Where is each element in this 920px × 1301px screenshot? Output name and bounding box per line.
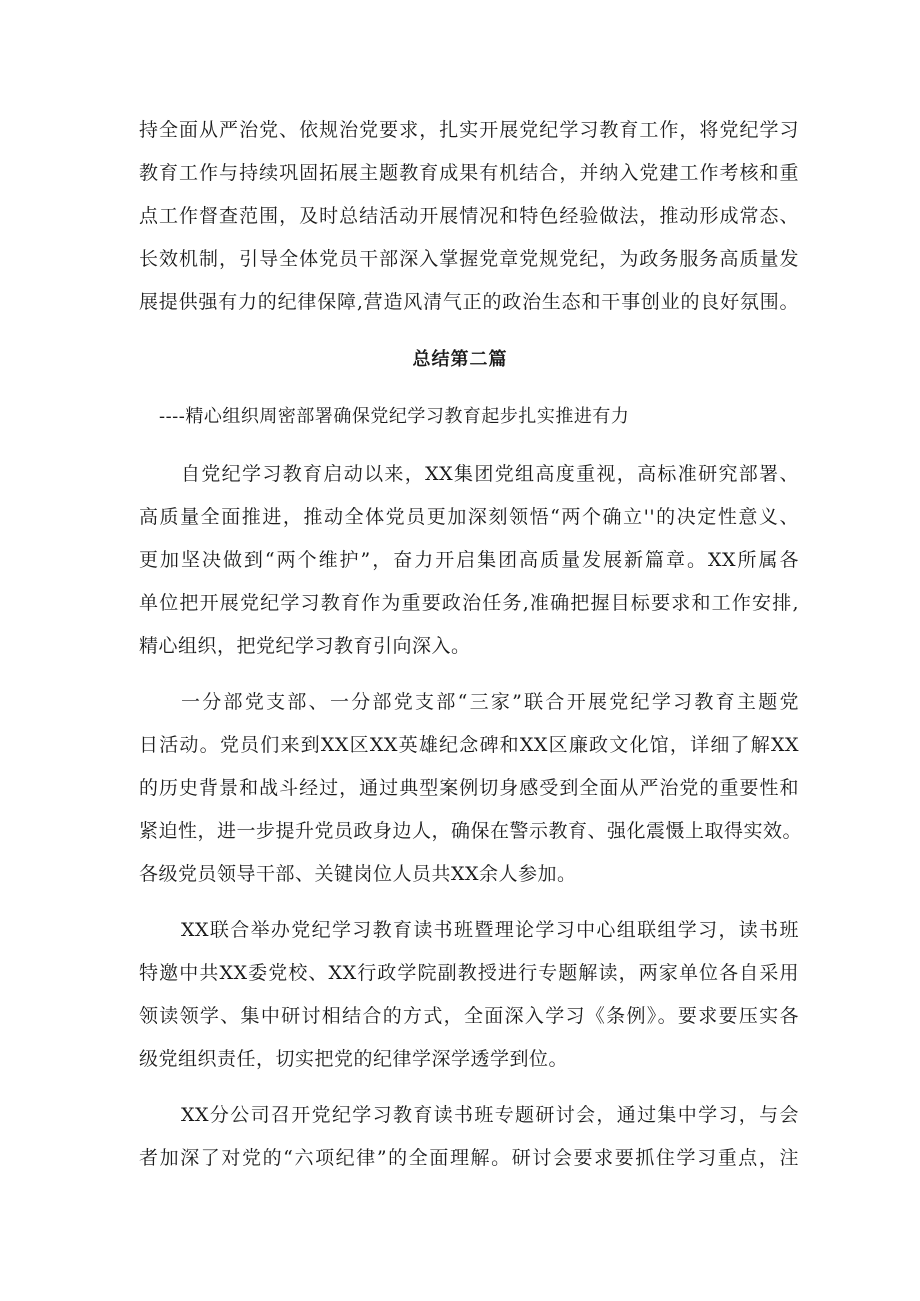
text-line: 紧迫性，进一步提升党员政身边人，确保在警示教育、强化震慑上取得实效。 xyxy=(139,820,803,842)
text-line: 高质量全面推进，推动全体党员更加深刻领悟“两个确立''的决定性意义、 xyxy=(139,506,799,528)
text-line: 特邀中共XX委党校、XX行政学院副教授进行专题解读，两家单位各自采用 xyxy=(139,962,799,984)
text-line: 教育工作与持续巩固拓展主题教育成果有机结合，并纳入党建工作考核和重 xyxy=(139,162,799,184)
section-subtitle: ----精心组织周密部署确保党纪学习教育起步扎实推进有力 xyxy=(159,406,630,427)
text-line: 长效机制，引导全体党员干部深入掌握党章党规党纪，为政务服务高质量发 xyxy=(139,248,799,270)
text-line: 者加深了对党的“六项纪律”的全面理解。研讨会要求要抓住学习重点，注 xyxy=(139,1147,799,1169)
text-line: 级党组织责任，切实把党的纪律学深学透学到位。 xyxy=(139,1048,569,1070)
text-line: XX联合举办党纪学习教育读书班暨理论学习中心组联组学习，读书班 xyxy=(181,919,799,941)
text-line: 单位把开展党纪学习教育作为重要政治任务,准确把握目标要求和工作安排, xyxy=(139,592,799,614)
text-line: 各级党员领导干部、关键岗位人员共XX余人参加。 xyxy=(139,863,577,885)
text-line: 的历史背景和战斗经过，通过典型案例切身感受到全面从严治党的重要性和 xyxy=(139,777,799,799)
text-line: 展提供强有力的纪律保障,营造风清气正的政治生态和干事创业的良好氛围。 xyxy=(139,291,799,313)
text-line: 更加坚决做到“两个维护”，奋力开启集团高质量发展新篇章。XX所属各 xyxy=(139,549,799,571)
text-line: 领读领学、集中研讨相结合的方式，全面深入学习《条例》。要求要压实各 xyxy=(139,1005,799,1027)
text-line: 持全面从严治党、依规治党要求，扎实开展党纪学习教育工作，将党纪学习 xyxy=(139,119,799,141)
section-title: 总结第二篇 xyxy=(412,349,508,370)
text-line: 点工作督查范围，及时总结活动开展情况和特色经验做法，推动形成常态、 xyxy=(139,205,799,227)
text-line: 自党纪学习教育启动以来，XX集团党组高度重视，高标准研究部署、 xyxy=(181,463,799,485)
text-line: 日活动。党员们来到XX区XX英雄纪念碑和XX区廉政文化馆，详细了解XX xyxy=(139,734,799,756)
text-line: 一分部党支部、一分部党支部“三家”联合开展党纪学习教育主题党 xyxy=(181,691,799,713)
text-line: 精心组织，把党纪学习教育引向深入。 xyxy=(139,635,471,657)
text-line: XX分公司召开党纪学习教育读书班专题研讨会，通过集中学习，与会 xyxy=(181,1104,799,1126)
